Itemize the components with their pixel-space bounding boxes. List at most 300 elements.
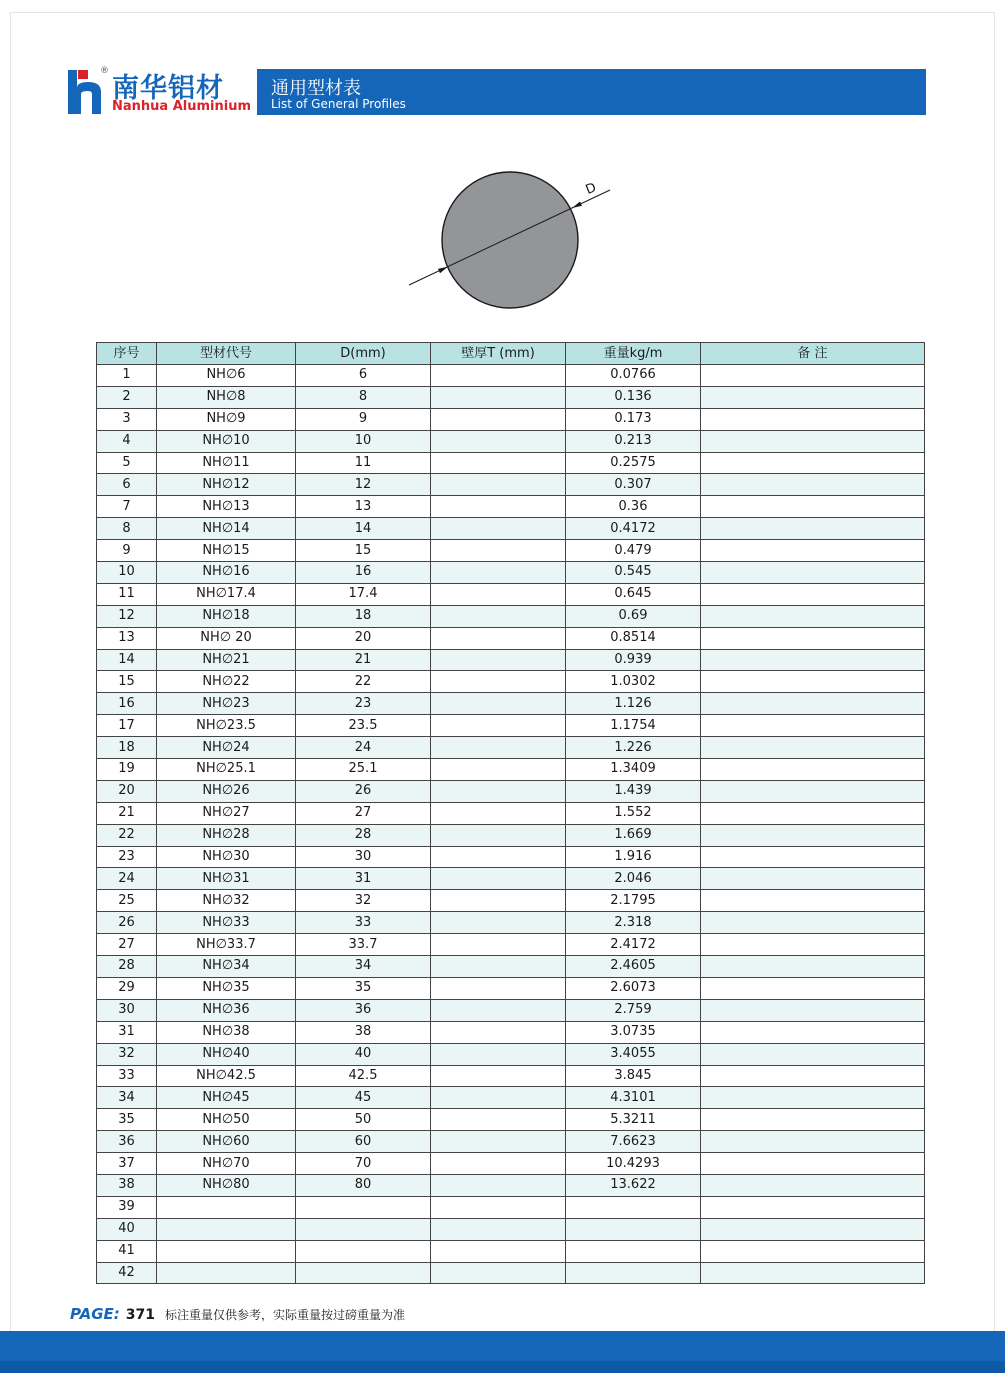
table-row xyxy=(97,1240,925,1262)
cell-index: 9 xyxy=(97,540,157,562)
profile-table xyxy=(96,342,925,1284)
cell-index: 35 xyxy=(97,1109,157,1131)
cell-diameter: 33 xyxy=(296,912,431,934)
cell-wall-thickness xyxy=(431,1065,566,1087)
cell-weight: 13.622 xyxy=(566,1174,701,1196)
cell-code: NH∅40 xyxy=(157,1043,296,1065)
table-body xyxy=(97,365,925,1284)
cell-index: 34 xyxy=(97,1087,157,1109)
cell-remarks xyxy=(701,540,925,562)
cell-remarks xyxy=(701,627,925,649)
cell-wall-thickness xyxy=(431,1196,566,1218)
col-header-weight: 重量kg/m xyxy=(566,343,701,365)
table-row xyxy=(97,737,925,759)
cell-code: NH∅42.5 xyxy=(157,1065,296,1087)
cell-code: NH∅30 xyxy=(157,846,296,868)
cell-index: 10 xyxy=(97,562,157,584)
cell-code: NH∅32 xyxy=(157,890,296,912)
cell-wall-thickness xyxy=(431,977,566,999)
cell-index: 5 xyxy=(97,452,157,474)
brand-logo xyxy=(68,66,252,116)
table-row xyxy=(97,1087,925,1109)
cell-index: 17 xyxy=(97,715,157,737)
table-row xyxy=(97,1109,925,1131)
cell-index: 14 xyxy=(97,649,157,671)
cell-index: 20 xyxy=(97,780,157,802)
cell-code: NH∅15 xyxy=(157,540,296,562)
cell-wall-thickness xyxy=(431,605,566,627)
cell-diameter xyxy=(296,1218,431,1240)
cell-remarks xyxy=(701,408,925,430)
cell-remarks xyxy=(701,868,925,890)
cell-diameter: 23.5 xyxy=(296,715,431,737)
cell-diameter: 26 xyxy=(296,780,431,802)
cell-diameter: 11 xyxy=(296,452,431,474)
cell-diameter: 6 xyxy=(296,365,431,387)
cell-diameter xyxy=(296,1196,431,1218)
page-title-cn: 通用型材表 xyxy=(271,78,361,99)
cell-diameter: 21 xyxy=(296,649,431,671)
cell-weight xyxy=(566,1240,701,1262)
cell-code: NH∅13 xyxy=(157,496,296,518)
table-row xyxy=(97,956,925,978)
cell-remarks xyxy=(701,999,925,1021)
cell-remarks xyxy=(701,780,925,802)
cell-diameter: 24 xyxy=(296,737,431,759)
cell-weight: 2.4605 xyxy=(566,956,701,978)
cell-code: NH∅23.5 xyxy=(157,715,296,737)
cell-code: NH∅8 xyxy=(157,386,296,408)
cell-index: 11 xyxy=(97,583,157,605)
cell-weight xyxy=(566,1262,701,1284)
cell-code: NH∅9 xyxy=(157,408,296,430)
table-row xyxy=(97,386,925,408)
cell-remarks xyxy=(701,496,925,518)
cell-index: 30 xyxy=(97,999,157,1021)
cell-diameter: 38 xyxy=(296,1021,431,1043)
cell-diameter: 33.7 xyxy=(296,934,431,956)
table-row xyxy=(97,518,925,540)
cell-code: NH∅34 xyxy=(157,956,296,978)
table-header-row xyxy=(97,343,925,365)
cell-code: NH∅33 xyxy=(157,912,296,934)
col-header-index: 序号 xyxy=(97,343,157,365)
cell-weight: 5.3211 xyxy=(566,1109,701,1131)
cell-index: 2 xyxy=(97,386,157,408)
cell-remarks xyxy=(701,562,925,584)
cell-index: 31 xyxy=(97,1021,157,1043)
cell-weight: 4.3101 xyxy=(566,1087,701,1109)
cell-weight: 1.439 xyxy=(566,780,701,802)
cell-weight: 3.0735 xyxy=(566,1021,701,1043)
cell-wall-thickness xyxy=(431,1262,566,1284)
table-row xyxy=(97,1262,925,1284)
page-word: PAGE: xyxy=(70,1305,120,1323)
cell-wall-thickness xyxy=(431,386,566,408)
table-row xyxy=(97,496,925,518)
cell-diameter: 40 xyxy=(296,1043,431,1065)
cell-code: NH∅70 xyxy=(157,1153,296,1175)
cell-index: 26 xyxy=(97,912,157,934)
cell-code: NH∅21 xyxy=(157,649,296,671)
cell-index: 16 xyxy=(97,693,157,715)
cell-wall-thickness xyxy=(431,474,566,496)
cell-diameter: 34 xyxy=(296,956,431,978)
cell-code: NH∅45 xyxy=(157,1087,296,1109)
cell-diameter: 14 xyxy=(296,518,431,540)
cell-diameter: 35 xyxy=(296,977,431,999)
cell-weight: 1.1754 xyxy=(566,715,701,737)
cell-diameter: 9 xyxy=(296,408,431,430)
cell-weight: 0.8514 xyxy=(566,627,701,649)
dimension-arrow-lower xyxy=(438,267,448,274)
table-row xyxy=(97,890,925,912)
table-row xyxy=(97,693,925,715)
cell-diameter: 20 xyxy=(296,627,431,649)
cell-wall-thickness xyxy=(431,562,566,584)
cell-remarks xyxy=(701,1043,925,1065)
col-header-wall-thickness: 壁厚T (mm) xyxy=(431,343,566,365)
col-header-remarks: 备 注 xyxy=(701,343,925,365)
cell-diameter: 10 xyxy=(296,430,431,452)
table-row xyxy=(97,912,925,934)
cell-weight: 2.318 xyxy=(566,912,701,934)
cell-code: NH∅16 xyxy=(157,562,296,584)
cell-diameter: 27 xyxy=(296,802,431,824)
cell-remarks xyxy=(701,518,925,540)
cell-diameter: 80 xyxy=(296,1174,431,1196)
cell-index: 33 xyxy=(97,1065,157,1087)
cell-wall-thickness xyxy=(431,934,566,956)
cell-wall-thickness xyxy=(431,1021,566,1043)
cell-index: 29 xyxy=(97,977,157,999)
table-row xyxy=(97,868,925,890)
cell-code: NH∅33.7 xyxy=(157,934,296,956)
cell-wall-thickness xyxy=(431,1174,566,1196)
title-bar xyxy=(257,69,926,115)
cell-wall-thickness xyxy=(431,824,566,846)
cell-remarks xyxy=(701,583,925,605)
cell-wall-thickness xyxy=(431,1087,566,1109)
cell-code: NH∅25.1 xyxy=(157,759,296,781)
cell-remarks xyxy=(701,1021,925,1043)
col-header-code: 型材代号 xyxy=(157,343,296,365)
cell-code: NH∅17.4 xyxy=(157,583,296,605)
cell-wall-thickness xyxy=(431,408,566,430)
cell-code xyxy=(157,1196,296,1218)
page-title-en: List of General Profiles xyxy=(271,97,406,111)
cell-code: NH∅6 xyxy=(157,365,296,387)
table-row xyxy=(97,671,925,693)
brand-name-en: Nanhua Aluminium xyxy=(112,99,252,114)
cell-diameter: 13 xyxy=(296,496,431,518)
cell-index: 1 xyxy=(97,365,157,387)
cell-weight: 0.69 xyxy=(566,605,701,627)
cell-wall-thickness xyxy=(431,956,566,978)
cell-weight: 2.6073 xyxy=(566,977,701,999)
cell-code: NH∅12 xyxy=(157,474,296,496)
cell-index: 8 xyxy=(97,518,157,540)
cell-diameter: 30 xyxy=(296,846,431,868)
cell-weight: 3.4055 xyxy=(566,1043,701,1065)
cell-wall-thickness xyxy=(431,649,566,671)
cell-weight: 0.545 xyxy=(566,562,701,584)
cell-wall-thickness xyxy=(431,693,566,715)
cell-remarks xyxy=(701,759,925,781)
cell-weight: 7.6623 xyxy=(566,1131,701,1153)
cell-wall-thickness xyxy=(431,737,566,759)
cell-index: 3 xyxy=(97,408,157,430)
cell-weight xyxy=(566,1196,701,1218)
cell-index: 28 xyxy=(97,956,157,978)
cell-remarks xyxy=(701,1131,925,1153)
cell-code: NH∅27 xyxy=(157,802,296,824)
table-row xyxy=(97,583,925,605)
cell-wall-thickness xyxy=(431,518,566,540)
cell-diameter: 25.1 xyxy=(296,759,431,781)
table-row xyxy=(97,1131,925,1153)
cell-diameter xyxy=(296,1262,431,1284)
cell-wall-thickness xyxy=(431,715,566,737)
cell-diameter: 45 xyxy=(296,1087,431,1109)
cell-weight: 10.4293 xyxy=(566,1153,701,1175)
cell-index: 37 xyxy=(97,1153,157,1175)
cell-weight: 1.0302 xyxy=(566,671,701,693)
cell-index: 12 xyxy=(97,605,157,627)
cell-remarks xyxy=(701,1174,925,1196)
cell-wall-thickness xyxy=(431,759,566,781)
cell-code: NH∅22 xyxy=(157,671,296,693)
cell-remarks xyxy=(701,693,925,715)
cell-remarks xyxy=(701,934,925,956)
cell-weight: 0.213 xyxy=(566,430,701,452)
table-row xyxy=(97,627,925,649)
cell-wall-thickness xyxy=(431,912,566,934)
cell-diameter: 50 xyxy=(296,1109,431,1131)
cell-weight: 0.4172 xyxy=(566,518,701,540)
cell-weight: 1.669 xyxy=(566,824,701,846)
table-row xyxy=(97,1043,925,1065)
table-row xyxy=(97,759,925,781)
cell-code: NH∅23 xyxy=(157,693,296,715)
cell-diameter: 36 xyxy=(296,999,431,1021)
footer-band-lower xyxy=(0,1361,1005,1373)
cell-weight: 0.173 xyxy=(566,408,701,430)
cell-remarks xyxy=(701,671,925,693)
table-row xyxy=(97,824,925,846)
cell-remarks xyxy=(701,1262,925,1284)
table-row xyxy=(97,846,925,868)
nanhua-logo-icon xyxy=(68,70,106,114)
cell-index: 4 xyxy=(97,430,157,452)
cell-index: 21 xyxy=(97,802,157,824)
cell-diameter: 28 xyxy=(296,824,431,846)
cell-index: 15 xyxy=(97,671,157,693)
cell-wall-thickness xyxy=(431,452,566,474)
cell-diameter: 18 xyxy=(296,605,431,627)
cell-wall-thickness xyxy=(431,1131,566,1153)
cell-weight: 0.0766 xyxy=(566,365,701,387)
footer xyxy=(70,1304,405,1324)
cell-remarks xyxy=(701,386,925,408)
table-row xyxy=(97,540,925,562)
cell-index: 18 xyxy=(97,737,157,759)
cell-code: NH∅31 xyxy=(157,868,296,890)
cell-code: NH∅28 xyxy=(157,824,296,846)
cell-code xyxy=(157,1262,296,1284)
cell-code: NH∅14 xyxy=(157,518,296,540)
cell-remarks xyxy=(701,737,925,759)
cell-remarks xyxy=(701,1109,925,1131)
footer-note: 标注重量仅供参考，实际重量按过磅重量为准 xyxy=(165,1308,406,1322)
table-row xyxy=(97,1218,925,1240)
cell-remarks xyxy=(701,1240,925,1262)
cell-remarks xyxy=(701,1218,925,1240)
table-row xyxy=(97,1153,925,1175)
table-row xyxy=(97,452,925,474)
cell-diameter xyxy=(296,1240,431,1262)
table-row xyxy=(97,934,925,956)
cell-remarks xyxy=(701,956,925,978)
table-row xyxy=(97,474,925,496)
cell-code: NH∅18 xyxy=(157,605,296,627)
cell-weight: 0.645 xyxy=(566,583,701,605)
table-row xyxy=(97,977,925,999)
table-row xyxy=(97,1196,925,1218)
cell-wall-thickness xyxy=(431,780,566,802)
cell-diameter: 16 xyxy=(296,562,431,584)
cell-index: 22 xyxy=(97,824,157,846)
cell-weight: 1.226 xyxy=(566,737,701,759)
cell-weight: 0.307 xyxy=(566,474,701,496)
table-row xyxy=(97,802,925,824)
dimension-label: D xyxy=(583,180,599,198)
cell-diameter: 31 xyxy=(296,868,431,890)
cell-code: NH∅80 xyxy=(157,1174,296,1196)
brand-name-cn: 南华铝材 xyxy=(112,73,224,104)
cell-diameter: 23 xyxy=(296,693,431,715)
cell-wall-thickness xyxy=(431,1153,566,1175)
cell-diameter: 42.5 xyxy=(296,1065,431,1087)
cell-index: 41 xyxy=(97,1240,157,1262)
cell-wall-thickness xyxy=(431,802,566,824)
cell-code xyxy=(157,1218,296,1240)
cell-weight: 1.552 xyxy=(566,802,701,824)
table-row xyxy=(97,430,925,452)
cell-wall-thickness xyxy=(431,1043,566,1065)
cell-wall-thickness xyxy=(431,890,566,912)
cell-index: 6 xyxy=(97,474,157,496)
cell-diameter: 22 xyxy=(296,671,431,693)
cell-index: 32 xyxy=(97,1043,157,1065)
cell-remarks xyxy=(701,802,925,824)
cell-remarks xyxy=(701,1196,925,1218)
cell-index: 7 xyxy=(97,496,157,518)
cell-remarks xyxy=(701,1087,925,1109)
dimension-arrow-upper xyxy=(572,202,582,209)
cell-wall-thickness xyxy=(431,1240,566,1262)
cell-index: 36 xyxy=(97,1131,157,1153)
page-number: 371 xyxy=(125,1307,156,1323)
table-row xyxy=(97,408,925,430)
cell-wall-thickness xyxy=(431,1218,566,1240)
cell-index: 39 xyxy=(97,1196,157,1218)
round-bar-profile-diagram xyxy=(400,165,620,310)
cell-diameter: 17.4 xyxy=(296,583,431,605)
cell-code: NH∅ 20 xyxy=(157,627,296,649)
cell-weight: 1.126 xyxy=(566,693,701,715)
table-row xyxy=(97,999,925,1021)
table-row xyxy=(97,649,925,671)
cell-index: 27 xyxy=(97,934,157,956)
cell-diameter: 15 xyxy=(296,540,431,562)
cell-remarks xyxy=(701,605,925,627)
cell-wall-thickness xyxy=(431,671,566,693)
cell-remarks xyxy=(701,1153,925,1175)
cell-code: NH∅24 xyxy=(157,737,296,759)
table-row xyxy=(97,715,925,737)
cell-code: NH∅50 xyxy=(157,1109,296,1131)
cell-weight: 1.916 xyxy=(566,846,701,868)
cell-weight: 2.4172 xyxy=(566,934,701,956)
cell-remarks xyxy=(701,649,925,671)
cell-weight: 2.759 xyxy=(566,999,701,1021)
footer-band xyxy=(0,1331,1005,1361)
cell-weight xyxy=(566,1218,701,1240)
table-row xyxy=(97,605,925,627)
cell-wall-thickness xyxy=(431,868,566,890)
cell-wall-thickness xyxy=(431,1109,566,1131)
cell-wall-thickness xyxy=(431,846,566,868)
cell-remarks xyxy=(701,365,925,387)
cell-index: 40 xyxy=(97,1218,157,1240)
cell-index: 42 xyxy=(97,1262,157,1284)
cell-diameter: 12 xyxy=(296,474,431,496)
table-row xyxy=(97,780,925,802)
cell-wall-thickness xyxy=(431,540,566,562)
cell-code: NH∅35 xyxy=(157,977,296,999)
cell-code: NH∅10 xyxy=(157,430,296,452)
cell-remarks xyxy=(701,715,925,737)
registered-mark: ® xyxy=(100,66,109,76)
table-row xyxy=(97,365,925,387)
round-bar-section xyxy=(442,172,578,308)
col-header-diameter: D(mm) xyxy=(296,343,431,365)
cell-remarks xyxy=(701,890,925,912)
table-row xyxy=(97,1065,925,1087)
cell-remarks xyxy=(701,846,925,868)
cell-remarks xyxy=(701,1065,925,1087)
cell-wall-thickness xyxy=(431,365,566,387)
cell-code: NH∅38 xyxy=(157,1021,296,1043)
cell-remarks xyxy=(701,474,925,496)
cell-diameter: 70 xyxy=(296,1153,431,1175)
cell-remarks xyxy=(701,912,925,934)
cell-code: NH∅11 xyxy=(157,452,296,474)
profile-table-wrap xyxy=(96,342,924,1284)
cell-diameter: 60 xyxy=(296,1131,431,1153)
cell-index: 25 xyxy=(97,890,157,912)
cell-wall-thickness xyxy=(431,583,566,605)
cell-weight: 0.2575 xyxy=(566,452,701,474)
cell-weight: 0.939 xyxy=(566,649,701,671)
cell-remarks xyxy=(701,430,925,452)
cell-diameter: 32 xyxy=(296,890,431,912)
cell-code: NH∅26 xyxy=(157,780,296,802)
cell-remarks xyxy=(701,824,925,846)
cell-code xyxy=(157,1240,296,1262)
cell-weight: 1.3409 xyxy=(566,759,701,781)
